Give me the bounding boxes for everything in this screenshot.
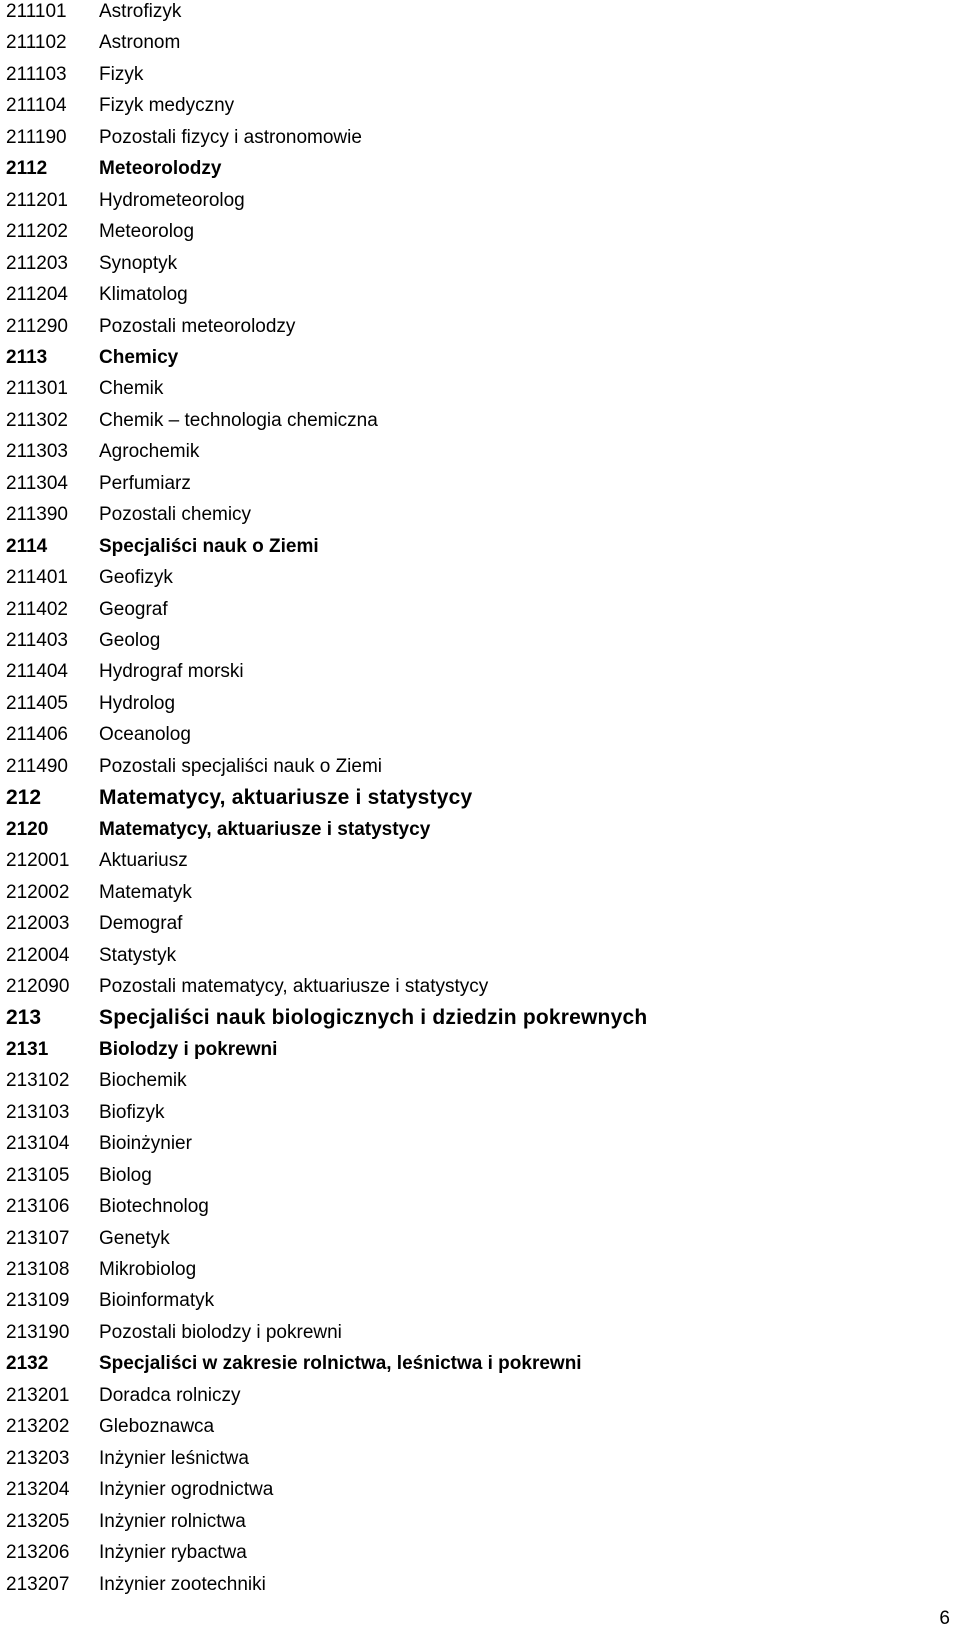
occupation-name: Matematyk (99, 881, 192, 903)
occupation-name: Fizyk (99, 63, 144, 85)
occupation-row (6, 1443, 249, 1474)
occupation-name: Klimatolog (99, 284, 188, 306)
occupation-code: 212001 (6, 850, 70, 872)
occupation-name: Pozostali fizycy i astronomowie (99, 126, 362, 148)
occupation-name: Fizyk medyczny (99, 95, 235, 117)
occupation-name: Statystyk (99, 944, 177, 966)
occupation-name: Pozostali specjaliści nauk o Ziemi (99, 755, 383, 777)
occupation-code: 2132 (6, 1353, 49, 1375)
group-heading-row (6, 783, 472, 814)
occupation-name: Hydrograf morski (99, 661, 244, 683)
occupation-code: 211304 (6, 472, 68, 494)
occupation-name: Biotechnolog (99, 1196, 209, 1218)
occupation-row (6, 594, 168, 625)
occupation-row (6, 311, 295, 342)
occupation-name: Aktuariusz (99, 850, 188, 872)
occupation-row (6, 1380, 241, 1411)
occupation-code: 212002 (6, 881, 70, 903)
occupation-code: 213203 (6, 1447, 70, 1469)
occupation-name: Agrochemik (99, 441, 200, 463)
occupation-name: Geolog (99, 630, 161, 651)
occupation-row (6, 1066, 187, 1097)
occupation-code: 2114 (6, 535, 48, 557)
occupation-row (6, 91, 234, 122)
occupation-name: Chemicy (99, 346, 179, 368)
occupation-row (6, 751, 382, 782)
occupation-code: 211402 (6, 598, 68, 620)
occupation-name: Specjaliści nauk o Ziemi (99, 535, 319, 557)
group-heading-row (6, 1034, 277, 1065)
group-heading-row (6, 814, 430, 845)
occupation-code: 213201 (6, 1384, 70, 1406)
occupation-row (6, 1475, 273, 1506)
occupation-code: 211303 (6, 441, 68, 463)
occupation-name: Specjaliści w zakresie rolnictwa, leśnictwa i pokrewni (99, 1353, 582, 1375)
occupation-name: Hydrolog (99, 692, 176, 714)
occupation-code: 213205 (6, 1510, 70, 1532)
occupation-row (6, 468, 191, 499)
occupation-code: 211190 (6, 126, 67, 148)
occupation-code: 212004 (6, 944, 70, 966)
occupation-name: Meteorolodzy (99, 158, 222, 180)
occupation-name: Biochemik (99, 1070, 187, 1092)
group-heading-row (6, 1349, 582, 1380)
occupation-name: Geofizyk (99, 567, 173, 589)
occupation-row (6, 185, 245, 216)
occupation-name: Bioinżynier (99, 1133, 192, 1155)
occupation-code: 211401 (6, 567, 68, 589)
occupation-row (6, 909, 182, 940)
occupation-row (6, 688, 175, 719)
occupation-code: 213105 (6, 1164, 70, 1186)
occupation-name: Bioinformatyk (99, 1290, 215, 1312)
occupation-name: Inżynier ogrodnictwa (99, 1479, 274, 1501)
occupation-row (6, 657, 244, 688)
occupation-code: 212 (6, 786, 42, 810)
occupation-row (6, 405, 378, 436)
occupation-code: 213190 (6, 1321, 70, 1343)
group-heading-row (6, 154, 221, 185)
occupation-row (6, 940, 176, 971)
occupation-row (6, 374, 163, 405)
occupation-row (6, 1255, 196, 1286)
occupation-name: Doradca rolniczy (99, 1384, 241, 1406)
occupation-code: 213202 (6, 1416, 70, 1438)
occupation-name: Genetyk (99, 1227, 170, 1249)
occupation-name: Biolodzy i pokrewni (99, 1038, 278, 1060)
occupation-code: 213109 (6, 1290, 70, 1312)
group-heading-row (6, 1003, 647, 1034)
occupation-row (6, 877, 192, 908)
occupation-code: 213104 (6, 1133, 70, 1155)
occupation-name: Inżynier leśnictwa (99, 1447, 249, 1469)
occupation-row (6, 280, 188, 311)
occupation-name: Chemik – technologia chemiczna (99, 409, 378, 431)
occupation-name: Matematycy, aktuariusze i statystycy (99, 786, 473, 810)
occupation-code: 213107 (6, 1227, 70, 1249)
occupation-row (6, 217, 194, 248)
occupation-code: 211204 (6, 284, 68, 306)
occupation-name: Inżynier rolnictwa (99, 1510, 246, 1532)
occupation-code: 211404 (6, 661, 68, 683)
occupation-code: 211406 (6, 724, 68, 746)
occupation-row (6, 248, 177, 279)
occupation-name: Matematycy, aktuariusze i statystycy (99, 818, 431, 840)
occupation-row (6, 1129, 192, 1160)
occupation-name: Mikrobiolog (99, 1259, 197, 1280)
occupation-row (6, 1569, 266, 1600)
occupation-code: 213 (6, 1006, 42, 1030)
occupation-name: Biofizyk (99, 1101, 165, 1123)
occupation-code: 213108 (6, 1259, 70, 1280)
occupation-row (6, 28, 180, 59)
occupation-row (6, 971, 488, 1002)
group-heading-row (6, 531, 319, 562)
occupation-code: 213106 (6, 1196, 70, 1218)
occupation-code: 211201 (6, 189, 68, 211)
occupation-code: 212003 (6, 913, 70, 935)
occupation-code: 213207 (6, 1573, 70, 1595)
occupation-name: Perfumiarz (99, 472, 191, 494)
occupation-code: 2131 (6, 1038, 49, 1060)
occupation-name: Inżynier rybactwa (99, 1542, 247, 1564)
occupation-code: 211203 (6, 252, 68, 274)
occupation-code: 211103 (6, 63, 67, 85)
occupation-row (6, 1192, 209, 1223)
occupation-row (6, 437, 199, 468)
occupation-row (6, 1506, 246, 1537)
occupation-code: 211405 (6, 692, 68, 714)
occupation-row (6, 1286, 214, 1317)
occupation-code: 211301 (6, 378, 68, 400)
occupation-code: 213103 (6, 1101, 70, 1123)
occupation-code: 213102 (6, 1070, 70, 1092)
occupation-code: 211403 (6, 630, 68, 651)
occupation-code: 211302 (6, 409, 68, 431)
occupation-code: 2112 (6, 158, 48, 180)
occupation-row (6, 1538, 247, 1569)
occupation-row (6, 846, 188, 877)
occupation-name: Gleboznawca (99, 1416, 215, 1438)
group-heading-row (6, 342, 178, 373)
occupation-row (6, 720, 191, 751)
occupation-row (6, 1223, 170, 1254)
occupation-code: 211390 (6, 504, 68, 526)
page-number: 6 (939, 1608, 950, 1629)
occupation-name: Pozostali chemicy (99, 504, 252, 526)
occupation-name: Geograf (99, 598, 168, 620)
occupation-row (6, 59, 143, 90)
occupation-code: 213204 (6, 1479, 70, 1501)
occupation-name: Synoptyk (99, 252, 178, 274)
occupation-name: Meteorolog (99, 221, 195, 243)
occupation-code: 2120 (6, 818, 49, 840)
occupation-row (6, 122, 362, 153)
occupation-code: 211102 (6, 32, 67, 54)
occupation-code: 211290 (6, 315, 68, 337)
occupation-name: Biolog (99, 1164, 152, 1186)
occupation-code: 211101 (6, 1, 67, 22)
occupation-name: Pozostali meteorolodzy (99, 315, 296, 337)
occupation-row (6, 626, 160, 657)
occupation-name: Oceanolog (99, 724, 191, 746)
occupation-row (6, 1097, 164, 1128)
occupation-code: 213206 (6, 1542, 70, 1564)
occupation-row (6, 1160, 152, 1191)
occupation-row (6, 1317, 342, 1348)
occupation-name: Astronom (99, 32, 181, 54)
occupation-row (6, 500, 251, 531)
occupation-code: 211490 (6, 755, 68, 777)
occupation-name: Inżynier zootechniki (99, 1573, 266, 1595)
occupation-name: Demograf (99, 913, 183, 935)
occupation-code: 211104 (6, 95, 67, 117)
occupation-row (6, 563, 173, 594)
occupation-name: Astrofizyk (99, 1, 182, 22)
occupation-code: 2113 (6, 346, 48, 368)
occupation-name: Pozostali matematycy, aktuariusze i statystycy (99, 975, 489, 997)
occupation-row (6, 0, 181, 28)
occupation-code: 212090 (6, 975, 70, 997)
occupation-name: Chemik (99, 378, 164, 400)
occupation-name: Hydrometeorolog (99, 189, 245, 211)
occupation-row (6, 1412, 214, 1443)
occupation-name: Specjaliści nauk biologicznych i dziedzin pokrewnych (99, 1006, 648, 1030)
occupation-name: Pozostali biolodzy i pokrewni (99, 1321, 342, 1343)
occupation-code: 211202 (6, 221, 68, 243)
